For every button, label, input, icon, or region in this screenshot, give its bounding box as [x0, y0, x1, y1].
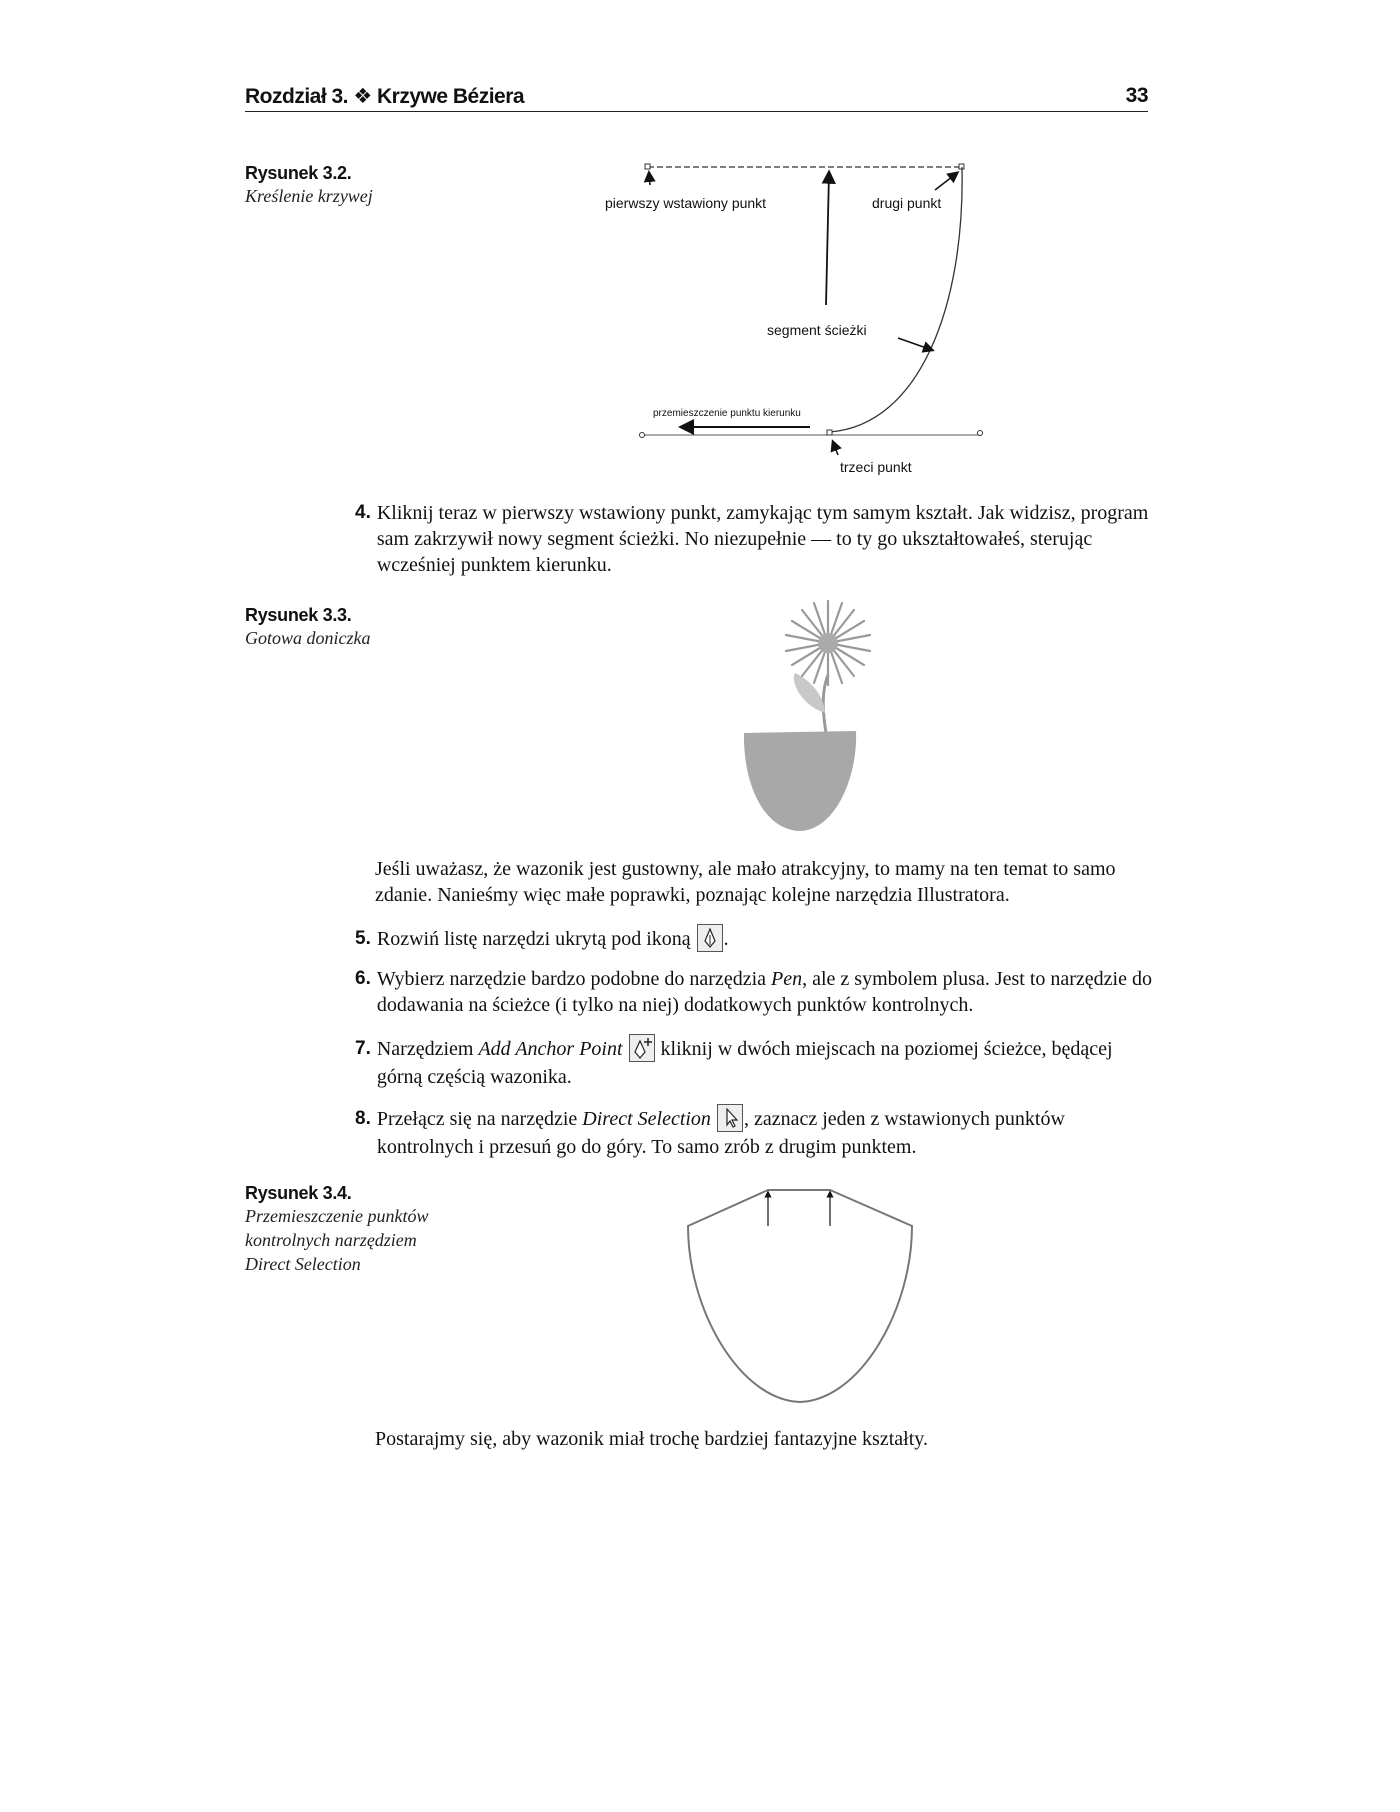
figure-3-3-caption-block [245, 605, 435, 650]
step-text-end: . [723, 928, 729, 950]
step-8 [355, 1106, 1155, 1160]
figure-caption: Kreślenie krzywej [245, 186, 373, 206]
step-6 [355, 966, 1155, 1018]
add-anchor-point-icon [629, 1034, 655, 1062]
tool-name-direct-selection: Direct Selection [582, 1108, 711, 1130]
figure-3-4-caption-block [245, 1183, 435, 1276]
figure-caption: Przemieszczenie punktów kontrolnych narzędziem Direct Selection [245, 1206, 429, 1274]
step-7 [355, 1036, 1155, 1090]
page-number: 33 [1125, 84, 1148, 107]
step-number: 5. [355, 928, 371, 949]
flower-pot-illustration [740, 595, 880, 845]
step-text: Wybierz narzędzie bardzo podobne do narzędzia [376, 968, 766, 990]
step-text-end: kliknij w dwóch miejscach na poziomej ścieżce, będącej górną częścią wazonika. [376, 1038, 1113, 1089]
step-number: 6. [355, 968, 371, 989]
step-text: Kliknij teraz w pierwszy wstawiony punkt, zamykając tym samym kształt. Jak widzisz, program sam zakrzywił nowy segment ścieżki. No niezupełnie — to ty go ukształtowałeś, sterując wcześniej punktem kierunku. [376, 502, 1149, 576]
figure-3-2-caption-block [245, 163, 435, 208]
direct-selection-icon [717, 1104, 743, 1132]
step-text: Przełącz się na narzędzie [376, 1108, 578, 1130]
label-second-point: drugi punkt [872, 195, 942, 211]
step-text-end: , zaznacz jeden z wstawionych punktów kontrolnych i przesuń go do góry. To samo zrób z drugim punktem. [376, 1108, 1065, 1159]
step-5 [355, 926, 1155, 954]
step-text: Rozwiń listę narzędzi ukrytą pod ikoną [376, 928, 691, 950]
figure-label: Rysunek 3.3. [245, 605, 352, 625]
label-first-point: pierwszy wstawiony punkt [605, 195, 767, 211]
step-number: 8. [355, 1108, 371, 1129]
figure-caption: Gotowa doniczka [245, 628, 371, 648]
running-header: Rozdział 3. ❖ Krzywe Béziera [245, 85, 525, 108]
paragraph-1: Jeśli uważasz, że wazonik jest gustowny, ale mało atrakcyjny, to mamy na ten temat to samo zdanie. Nanieśmy więc małe poprawki, poznając kolejne narzędzia Illustratora. [375, 858, 1116, 906]
label-third-point: trzeci punkt [840, 459, 912, 475]
figure-label: Rysunek 3.4. [245, 1183, 352, 1203]
step-number: 4. [355, 502, 371, 523]
step-4 [355, 500, 1155, 578]
label-path-segment: segment ścieżki [767, 322, 867, 338]
step-text: Narzędziem [376, 1038, 474, 1060]
figure-label: Rysunek 3.2. [245, 163, 352, 183]
step-text-end: , ale z symbolem plusa. Jest to narzędzie do dodawania na ścieżce (i tylko na niej) dodatkowych punktów kontrolnych. [376, 968, 1152, 1016]
step-number: 7. [355, 1038, 371, 1059]
pot-outline-diagram [680, 1180, 920, 1410]
pen-tool-icon [697, 924, 723, 952]
tool-name-pen: Pen [771, 968, 803, 990]
label-direction-displacement: przemieszczenie punktu kierunku [653, 408, 801, 419]
paragraph-2: Postarajmy się, aby wazonik miał trochę bardziej fantazyjne kształty. [375, 1428, 928, 1450]
tool-name-add-anchor-point: Add Anchor Point [478, 1038, 623, 1060]
header-rule [245, 111, 1148, 112]
